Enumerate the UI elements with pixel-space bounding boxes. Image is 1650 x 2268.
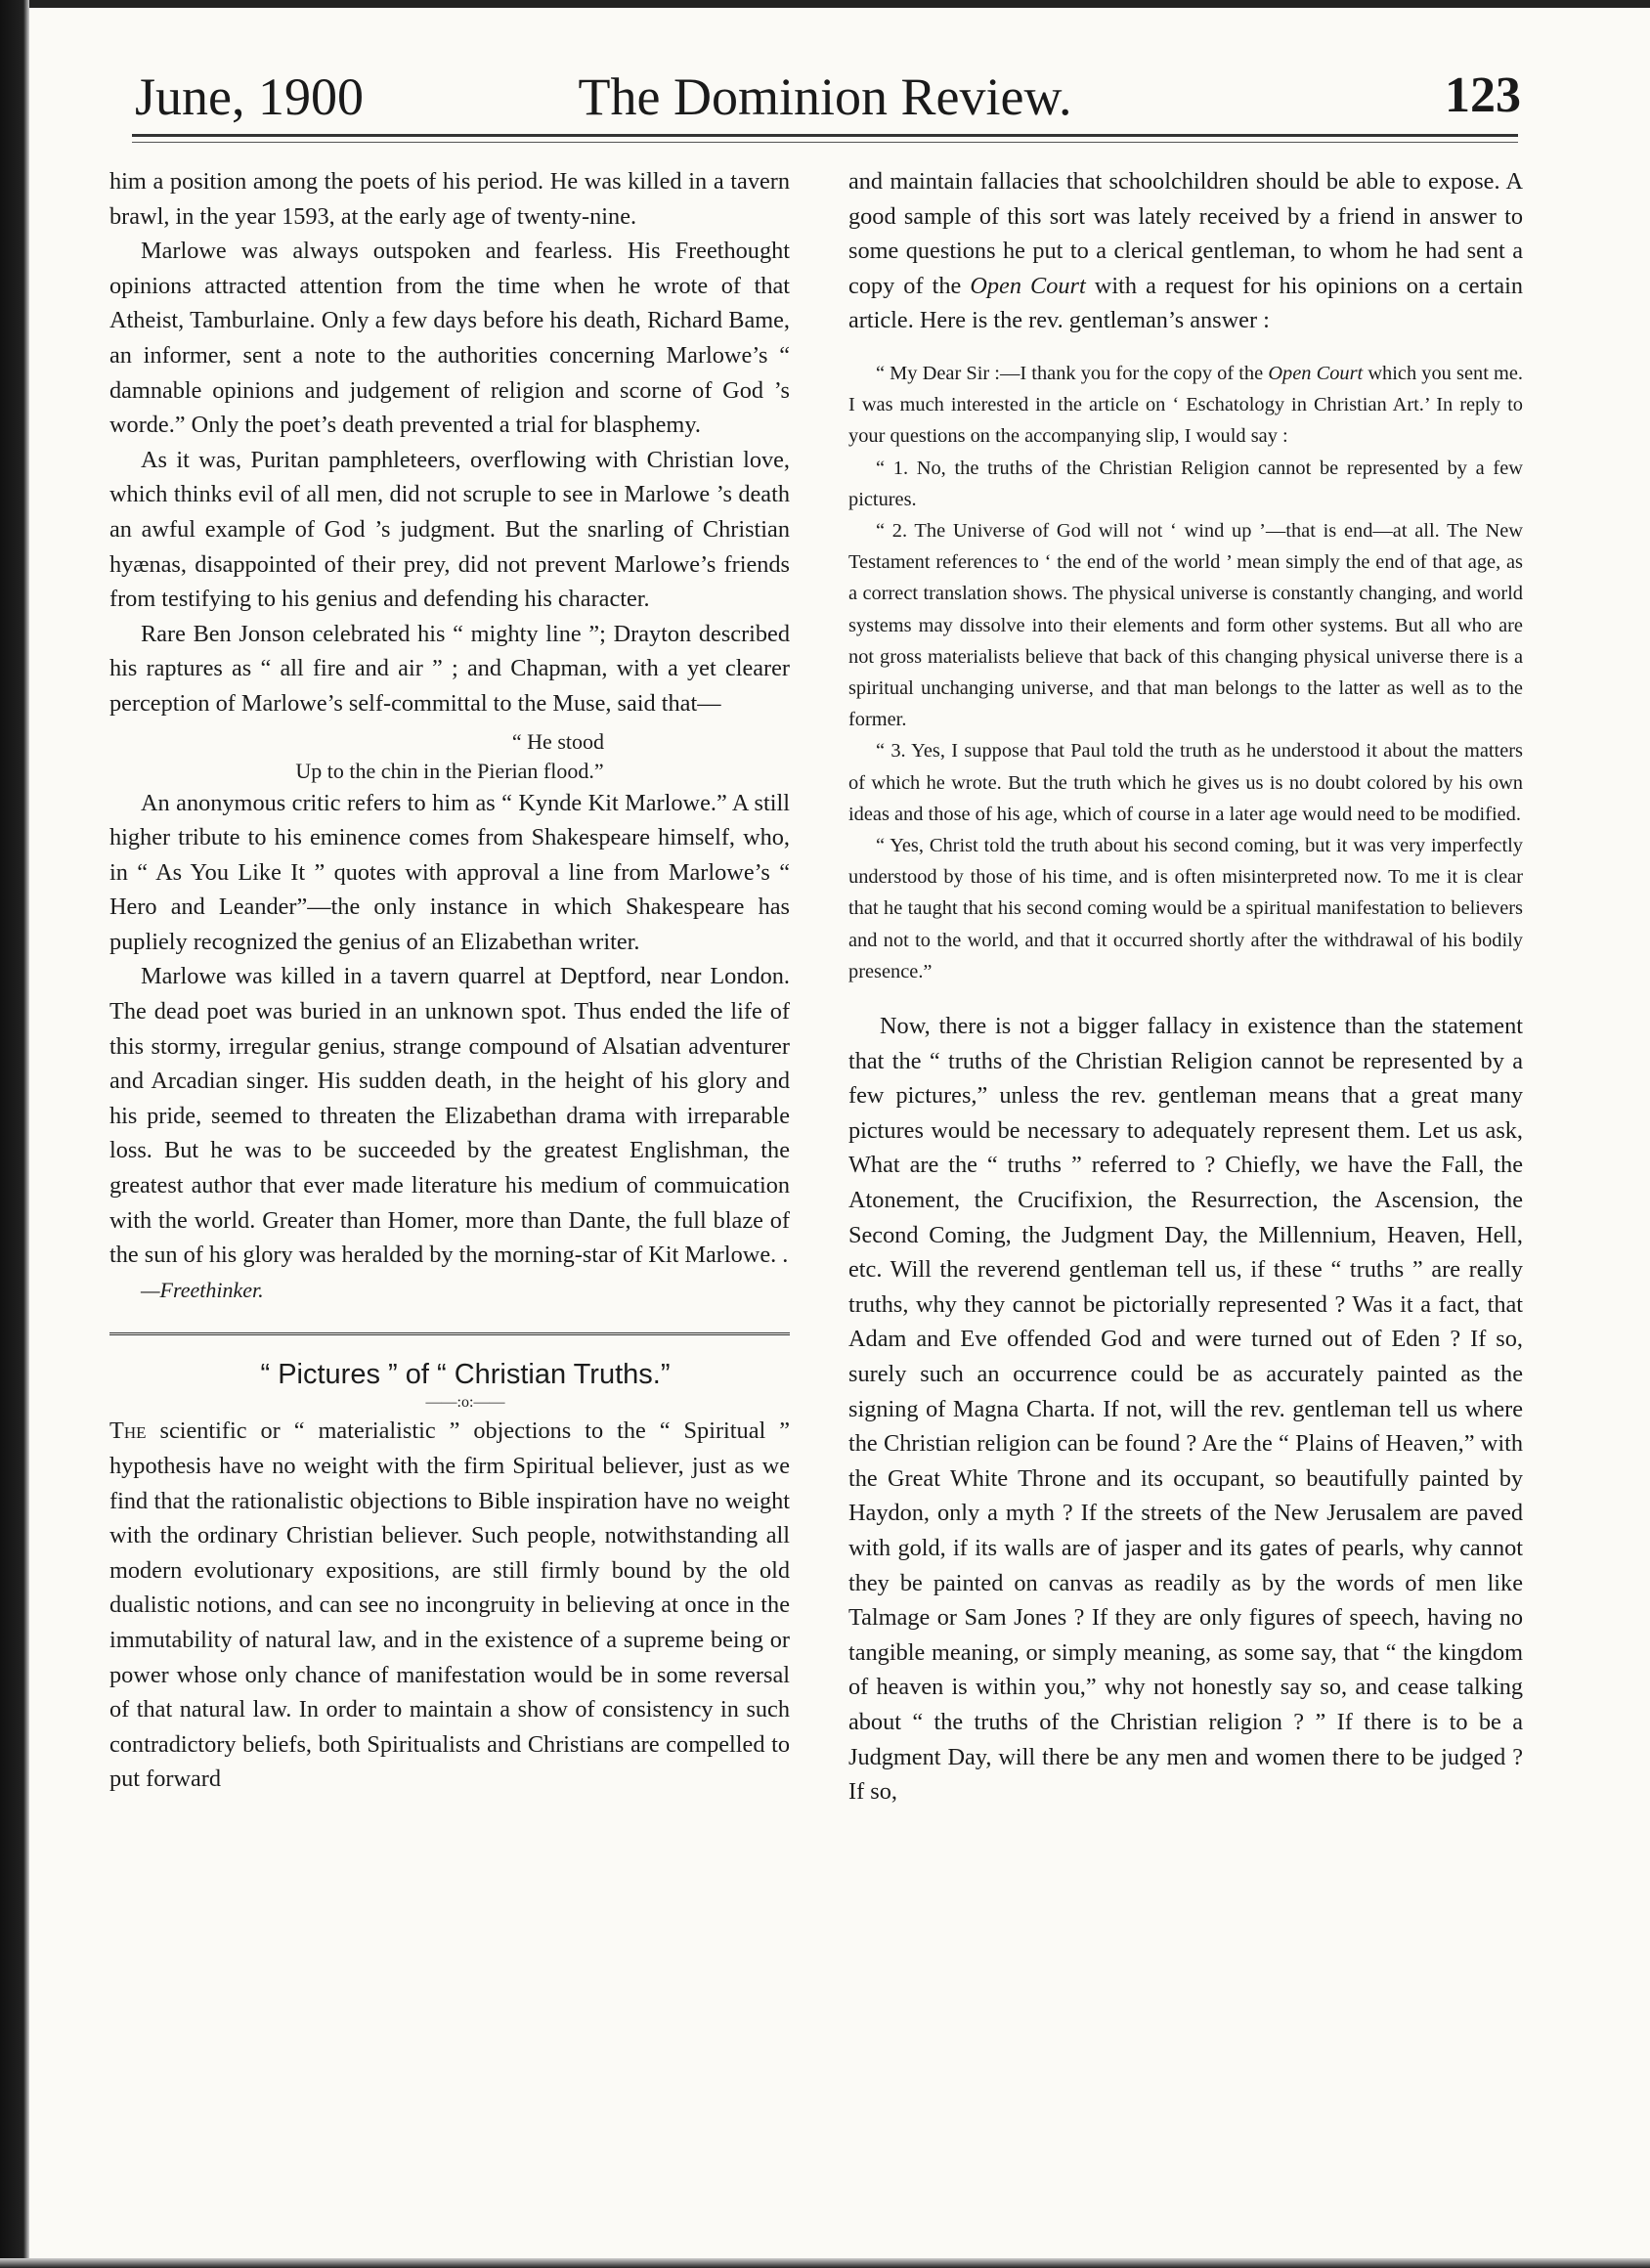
letter-paragraph: “ 3. Yes, I suppose that Paul told the truth as he understood it about the matters of which he wrote. But the truth which he gives us is no doubt colored by his own ideas and those of his age, which of course in a later age would need to be modified. xyxy=(848,740,1523,825)
paragraph-text: and maintain fallacies that schoolchildren should be able to expose. A good sample of this sort was lately received by a friend in answer to some questions he put to a clerical gentleman, to whom he had sent a copy of the xyxy=(848,168,1523,299)
paragraph: An anonymous critic refers to him as “ Kynde Kit Marlowe.” A still higher tribute to his eminence comes from Shakespeare himself, who, in “ As You Like It ” quotes with approval a line from Marlowe’s “ Hero and Leander”—the only instance in which Shakespeare has pupliely recognized the genius of an Elizabethan writer. xyxy=(109,789,790,955)
header-rule xyxy=(132,134,1518,137)
header-rule-thin xyxy=(132,142,1518,143)
paragraph xyxy=(848,164,1523,338)
paragraph xyxy=(109,1414,790,1797)
paragraph: Marlowe was killed in a tavern quarrel at Deptford, near London. The dead poet was buried in an unknown spot. Thus ended the life of this stormy, irregular genius, strange compound of Alsatian adventurer and Arcadian singer. His sudden death, in the height of his glory and his pride, seemed to threaten the Elizabethan drama with irreparable loss. But he was to be succeeded by the greatest Englishman, the greatest author that ever made literature his medium of commuication with the world. Greater than Homer, more than Dante, the full blaze of the sun of his glory was heralded by the morning-star of Kit Marlowe. . xyxy=(109,963,790,1269)
paragraph: him a position among the poets of his period. He was killed in a tavern brawl, in the year 1593, at the early age of twenty-nine. xyxy=(109,168,790,230)
paragraph: Rare Ben Jonson celebrated his “ mighty line ”; Drayton described his raptures as “ all fire and air ” ; and Chapman, with a yet clearer perception of Marlowe’s self-committal to the Muse, said that— xyxy=(109,620,790,717)
page-number: 123 xyxy=(1445,67,1521,123)
periodical-name: Open Court xyxy=(1268,362,1364,384)
lead-word: The xyxy=(109,1418,147,1445)
verse-line: Up to the chin in the Pierian flood.” xyxy=(295,758,604,783)
title-ornament: ——:o:—— xyxy=(425,1394,505,1412)
letter-text: which you sent me. I was much interested in the article on ‘ Eschatology in Christian Art.’ In reply to your questions on the accompanying slip, I would say : xyxy=(848,362,1523,448)
paragraph: Marlowe was always outspoken and fearless. His Freethought opinions attracted attention from the time when he wrote of that Atheist, Tamburlaine. Only a few days before his death, Richard Bame, an informer, sent a note to the authorities concerning Marlowe’s “ damnable opinions and judgement of religion and scorne of God ’s worde.” Only the poet’s death prevented a trial for blasphemy. xyxy=(109,238,790,439)
quoted-letter xyxy=(848,358,1523,987)
letter-paragraph: “ Yes, Christ told the truth about his second coming, but it was very imperfectly understood by those of his time, and is often misinterpreted now. To me it is clear that he taught that his second coming would be a spiritual manifestation to believers and not to the world, and that it occurred shortly after the withdrawal of his bodily presence.” xyxy=(848,835,1523,982)
source-attribution: —Freethinker. xyxy=(141,1277,264,1302)
periodical-name: Open Court xyxy=(970,272,1086,299)
article-divider xyxy=(109,1332,790,1337)
paragraph-text: with a request for his opinions on a certain article. Here is the rev. gentleman’s answer : xyxy=(848,272,1523,334)
scan-bottom-edge xyxy=(0,2258,1650,2268)
article-title: “ Pictures ” of “ Christian Truths.” xyxy=(260,1359,671,1391)
letter-text: “ My Dear Sir :—I thank you for the copy of the xyxy=(876,362,1269,384)
letter-paragraph: “ 2. The Universe of God will not ‘ wind up ’—that is end—at all. The New Testament references to ‘ the end of the world ’ mean simply the end of that age, as a correct translation shows. The physical universe is constantly changing, and world systems may dissolve into their elements and form other systems. But all who are not gross materialists believe that back of this changing physical universe there is a spiritual unchanging universe, and that man belongs to the latter as well as to the former. xyxy=(848,519,1523,731)
issue-date: June, 1900 xyxy=(135,67,364,126)
letter-paragraph xyxy=(848,358,1523,453)
paragraph-text: scientific or “ materialistic ” objections to the “ Spiritual ” hypothesis have no weight with the firm Spiritual believer, just as we find that the rationalistic objections to Bible inspiration have no weight with the ordinary Christian believer. Such people, notwithstanding all modern evolutionary expositions, are still firmly bound by the old dualistic notions, and can see no incongruity in believing at once in the immutability of natural law, and in the existence of a supreme being or power whose only chance of manifestation would be in some reversal of that natural law. In order to maintain a show of consistency in such contradictory beliefs, both Spiritualists and Christians are compelled to put forward xyxy=(109,1418,790,1793)
left-column xyxy=(109,164,790,1797)
scan-top-edge xyxy=(0,0,1650,8)
scan-binding-edge xyxy=(0,0,29,2268)
verse-line: “ He stood xyxy=(511,728,604,754)
journal-title: The Dominion Review. xyxy=(578,67,1072,126)
paragraph: As it was, Puritan pamphleteers, overflowing with Christian love, which thinks evil of all men, did not scruple to see in Marlowe ’s death an awful example of God ’s judgment. But the snarling of Christian hyænas, disappointed of their prey, did not prevent Marlowe’s friends from testifying to his genius and defending his character. xyxy=(109,446,790,613)
paragraph: Now, there is not a bigger fallacy in existence than the statement that the “ truths of the Christian Religion cannot be represented by a few pictures,” unless the rev. gentleman means that a great many pictures would be necessary to adequately represent them. Let us ask, What are the “ truths ” referred to ? Chiefly, we have the Fall, the Atonement, the Crucifixion, the Resurrection, the Ascension, the Second Coming, the Judgment Day, the Millennium, Heaven, Hell, etc. Will the reverend gentleman tell us, if these “ truths ” are really truths, why they cannot be pictorially represented ? Was it a fact, that Adam and Eve offended God and were turned out of Eden ? If so, surely such an occurrence could be as accurately painted as the signing of Magna Charta. If not, will the rev. gentleman tell us where the Christian religion can be found ? Are the “ Plains of Heaven,” with the Great White Throne and its occupant, so beautifully painted by Haydon, only a myth ? If the streets of the New Jerusalem are paved with gold, if its walls are of jasper and its gates of pearls, why cannot they be painted on canvas as readily as by the words of men like Talmage or Sam Jones ? If they are only figures of speech, having no tangible meaning, or simply meaning, as some say, that “ the kingdom of heaven is within you,” why not honestly say so, and cease talking about “ the truths of the Christian religion ? ” If there is to be a Judgment Day, will there be any men and women there to be judged ? If so, xyxy=(848,1013,1523,1806)
verse-quote xyxy=(109,727,790,786)
right-column xyxy=(848,164,1523,1810)
letter-paragraph: “ 1. No, the truths of the Christian Religion cannot be represented by a few pictures. xyxy=(848,457,1523,510)
